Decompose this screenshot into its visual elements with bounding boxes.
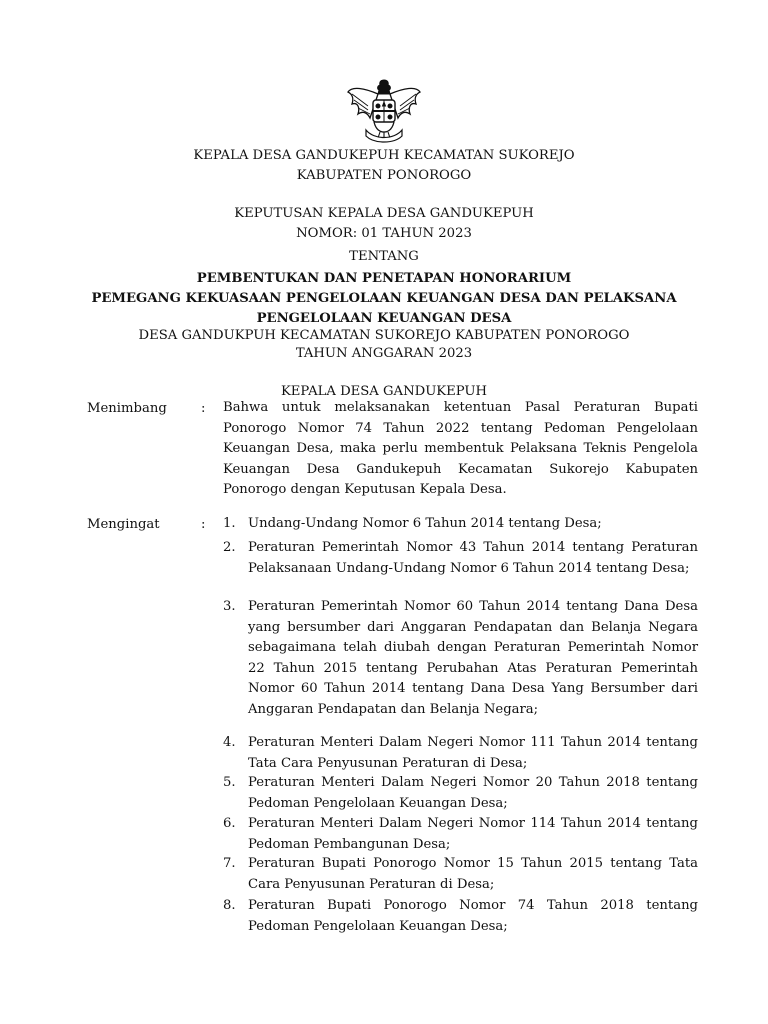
list-item-text: Peraturan Pemerintah Nomor 60 Tahun 2014 tentang Dana Desa yang bersumber dari Anggaran Pendapatan dan Belanja Negara sebagaimana telah diubah dengan Peraturan Pemerintah Nomor 22 Tahun 2015 tentang Perubahan Atas Peraturan Pemerintah Nomor 60 Tahun 2014 tentang Dana Desa Yang Bersumber dari Anggaran Pendapatan dan Belanja Negara; xyxy=(248,599,698,717)
list-item-number: 3. xyxy=(223,599,236,614)
list-item-number: 5. xyxy=(223,775,236,790)
subject-line-1: PEMBENTUKAN DAN PENETAPAN HONORARIUM xyxy=(196,271,572,286)
list-item-number: 1. xyxy=(223,516,236,531)
header-line-1: KEPALA DESA GANDUKEPUH KECAMATAN SUKOREJO xyxy=(193,148,575,163)
garuda-emblem-icon xyxy=(344,78,424,144)
subject-line-5: TAHUN ANGGARAN 2023 xyxy=(295,346,473,361)
list-item-text: Peraturan Bupati Ponorogo Nomor 15 Tahun 2015 tentang Tata Cara Penyusunan Peraturan di Desa; xyxy=(248,856,698,892)
list-item xyxy=(223,896,698,937)
mengingat-label: Mengingat xyxy=(87,517,160,532)
issuer-heading: KEPALA DESA GANDUKEPUH xyxy=(280,384,488,399)
list-item-number: 6. xyxy=(223,816,236,831)
list-item xyxy=(223,814,698,855)
decree-number: NOMOR: 01 TAHUN 2023 xyxy=(296,226,472,241)
list-item xyxy=(223,538,698,579)
list-item-text: Peraturan Menteri Dalam Negeri Nomor 20 Tahun 2018 tentang Pedoman Pengelolaan Keuangan Desa; xyxy=(248,775,698,811)
decree-tentang: TENTANG xyxy=(349,249,419,264)
list-item xyxy=(223,733,698,774)
menimbang-colon: : xyxy=(201,401,206,416)
list-item-number: 2. xyxy=(223,540,236,555)
list-item xyxy=(223,514,698,535)
decree-title: KEPUTUSAN KEPALA DESA GANDUKEPUH xyxy=(234,206,534,221)
list-item-text: Peraturan Pemerintah Nomor 43 Tahun 2014 tentang Peraturan Pelaksanaan Undang-Undang Nomor 6 Tahun 2014 tentang Desa; xyxy=(248,540,698,576)
menimbang-label: Menimbang xyxy=(87,401,167,416)
list-item xyxy=(223,597,698,721)
menimbang-text: Bahwa untuk melaksanakan ketentuan Pasal Peraturan Bupati Ponorogo Nomor 74 Tahun 2022 tentang Pedoman Pengelolaan Keuangan Desa, maka perlu membentuk Pelaksana Teknis Pengelola Keuangan Desa Gandukepuh Kecamatan Sukorejo Kabupaten Ponorogo dengan Keputusan Kepala Desa. xyxy=(223,400,698,498)
subject-line-3: PENGELOLAAN KEUANGAN DESA xyxy=(256,311,512,326)
list-item-text: Peraturan Bupati Ponorogo Nomor 74 Tahun 2018 tentang Pedoman Pengelolaan Keuangan Desa; xyxy=(248,898,698,934)
list-item xyxy=(223,773,698,814)
list-item-number: 8. xyxy=(223,898,236,913)
list-item-number: 7. xyxy=(223,856,236,871)
list-item-text: Peraturan Menteri Dalam Negeri Nomor 111 Tahun 2014 tentang Tata Cara Penyusunan Peraturan di Desa; xyxy=(248,735,698,771)
header-line-2: KABUPATEN PONOROGO xyxy=(296,168,472,183)
subject-line-2: PEMEGANG KEKUASAAN PENGELOLAAN KEUANGAN DESA DAN PELAKSANA xyxy=(91,291,677,306)
list-item-text: Peraturan Menteri Dalam Negeri Nomor 114 Tahun 2014 tentang Pedoman Pembangunan Desa; xyxy=(248,816,698,852)
list-item xyxy=(223,854,698,895)
list-item-text: Undang-Undang Nomor 6 Tahun 2014 tentang Desa; xyxy=(248,516,602,531)
subject-line-4: DESA GANDUKPUH KECAMATAN SUKOREJO KABUPATEN PONOROGO xyxy=(138,328,630,343)
mengingat-colon: : xyxy=(201,517,206,532)
list-item-number: 4. xyxy=(223,735,236,750)
